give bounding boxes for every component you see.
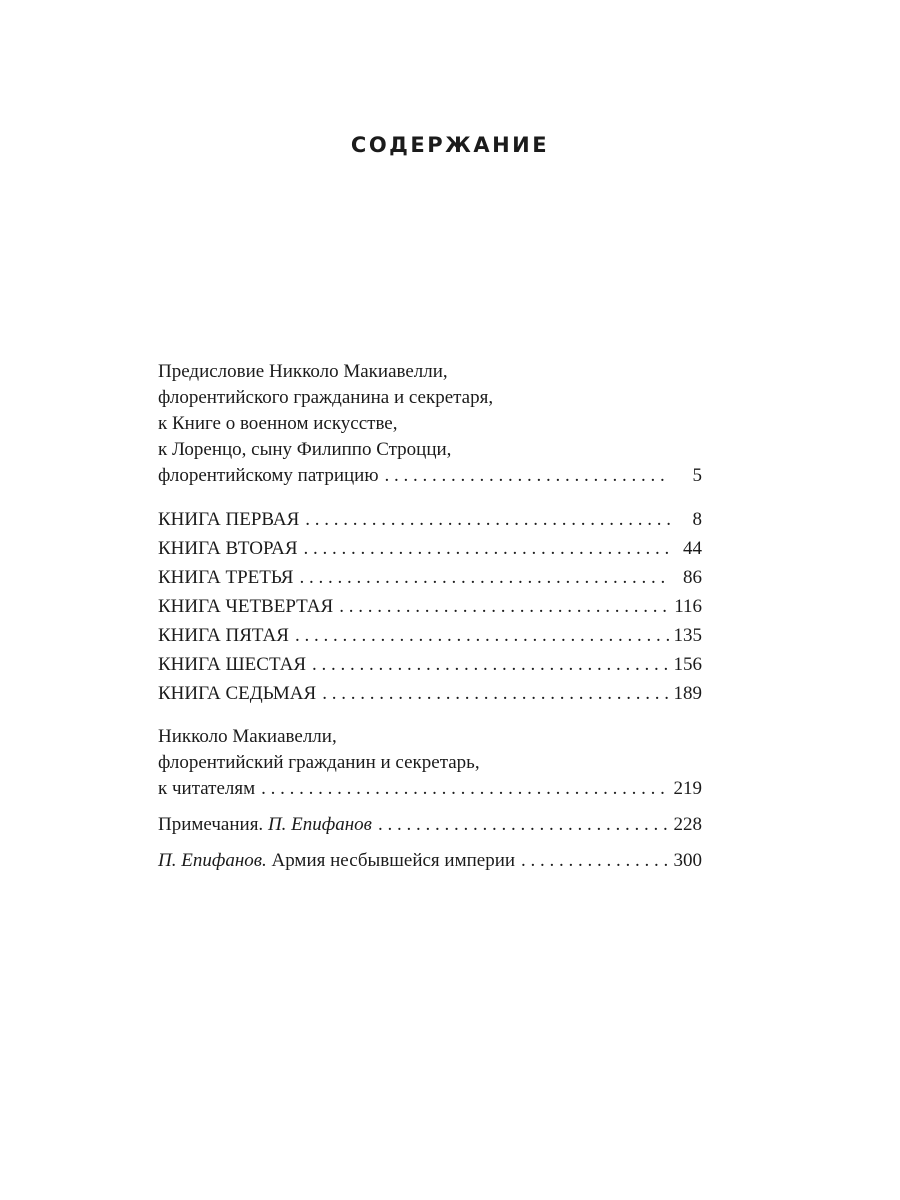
- page-number: 228: [673, 814, 702, 835]
- book-label: КНИГА ТРЕТЬЯ: [158, 567, 294, 588]
- dot-leader: [312, 652, 670, 678]
- page-number: 5: [692, 465, 702, 486]
- preface-last-line: флорентийскому патрицию: [158, 465, 379, 486]
- page-number: 86: [683, 567, 702, 588]
- book-label: КНИГА СЕДЬМАЯ: [158, 683, 317, 704]
- book-label: КНИГА ШЕСТАЯ: [158, 654, 307, 675]
- book-label: КНИГА ПЕРВАЯ: [158, 509, 300, 530]
- book-label: КНИГА ЧЕТВЕРТАЯ: [158, 596, 334, 617]
- page-number: 8: [692, 509, 702, 530]
- preface-line-3: к Книге о военном искусстве,: [158, 413, 398, 434]
- toc-entry-book-5[interactable]: [158, 623, 702, 649]
- preface-line-2: флорентийского гражданина и секретаря,: [158, 387, 494, 408]
- page-number: 156: [673, 654, 702, 675]
- toc-entry-book-3[interactable]: [158, 565, 702, 591]
- dot-leader: [378, 812, 670, 838]
- essay-label: Армия несбывшейся империи: [271, 850, 516, 871]
- afterword-last-line: к читателям: [158, 778, 256, 799]
- notes-label: Примечания.: [158, 814, 264, 835]
- dot-leader: [305, 507, 670, 533]
- dot-leader: [339, 594, 670, 620]
- toc-entry-book-2[interactable]: [158, 536, 702, 562]
- dot-leader: [385, 463, 670, 489]
- toc-entry-preface[interactable]: [158, 359, 702, 489]
- toc-entry-book-7[interactable]: [158, 681, 702, 707]
- dot-leader: [304, 536, 670, 562]
- page-number: 116: [674, 596, 702, 617]
- page-number: 300: [673, 850, 702, 871]
- essay-author: П. Епифанов.: [158, 850, 267, 871]
- dot-leader: [295, 623, 670, 649]
- afterword-line-3: [158, 776, 702, 802]
- notes-author: П. Епифанов: [267, 814, 372, 835]
- page-title: СОДЕРЖАНИЕ: [350, 133, 550, 157]
- dot-leader: [521, 848, 670, 874]
- toc-entry-book-4[interactable]: [158, 594, 702, 620]
- preface-line-1: Предисловие Никколо Макиавелли,: [158, 361, 448, 382]
- page-number: 44: [683, 538, 702, 559]
- toc-entry-essay[interactable]: [158, 848, 702, 874]
- book-label: КНИГА ВТОРАЯ: [158, 538, 298, 559]
- dot-leader: [322, 681, 670, 707]
- toc-entry-afterword[interactable]: [158, 724, 702, 802]
- afterword-line-2: флорентийский гражданин и секретарь,: [158, 752, 480, 773]
- toc-entry-notes[interactable]: [158, 812, 702, 838]
- toc-entry-book-6[interactable]: [158, 652, 702, 678]
- preface-line-5: [158, 463, 702, 489]
- preface-line-4: к Лоренцо, сыну Филиппо Строцци,: [158, 439, 452, 460]
- dot-leader: [261, 776, 670, 802]
- dot-leader: [299, 565, 670, 591]
- page-number: 135: [673, 625, 702, 646]
- afterword-line-1: Никколо Макиавелли,: [158, 726, 337, 747]
- page-number: 219: [673, 778, 702, 799]
- table-of-contents: [158, 359, 702, 874]
- book-label: КНИГА ПЯТАЯ: [158, 625, 289, 646]
- page-number: 189: [673, 683, 702, 704]
- toc-entry-book-1[interactable]: [158, 507, 702, 533]
